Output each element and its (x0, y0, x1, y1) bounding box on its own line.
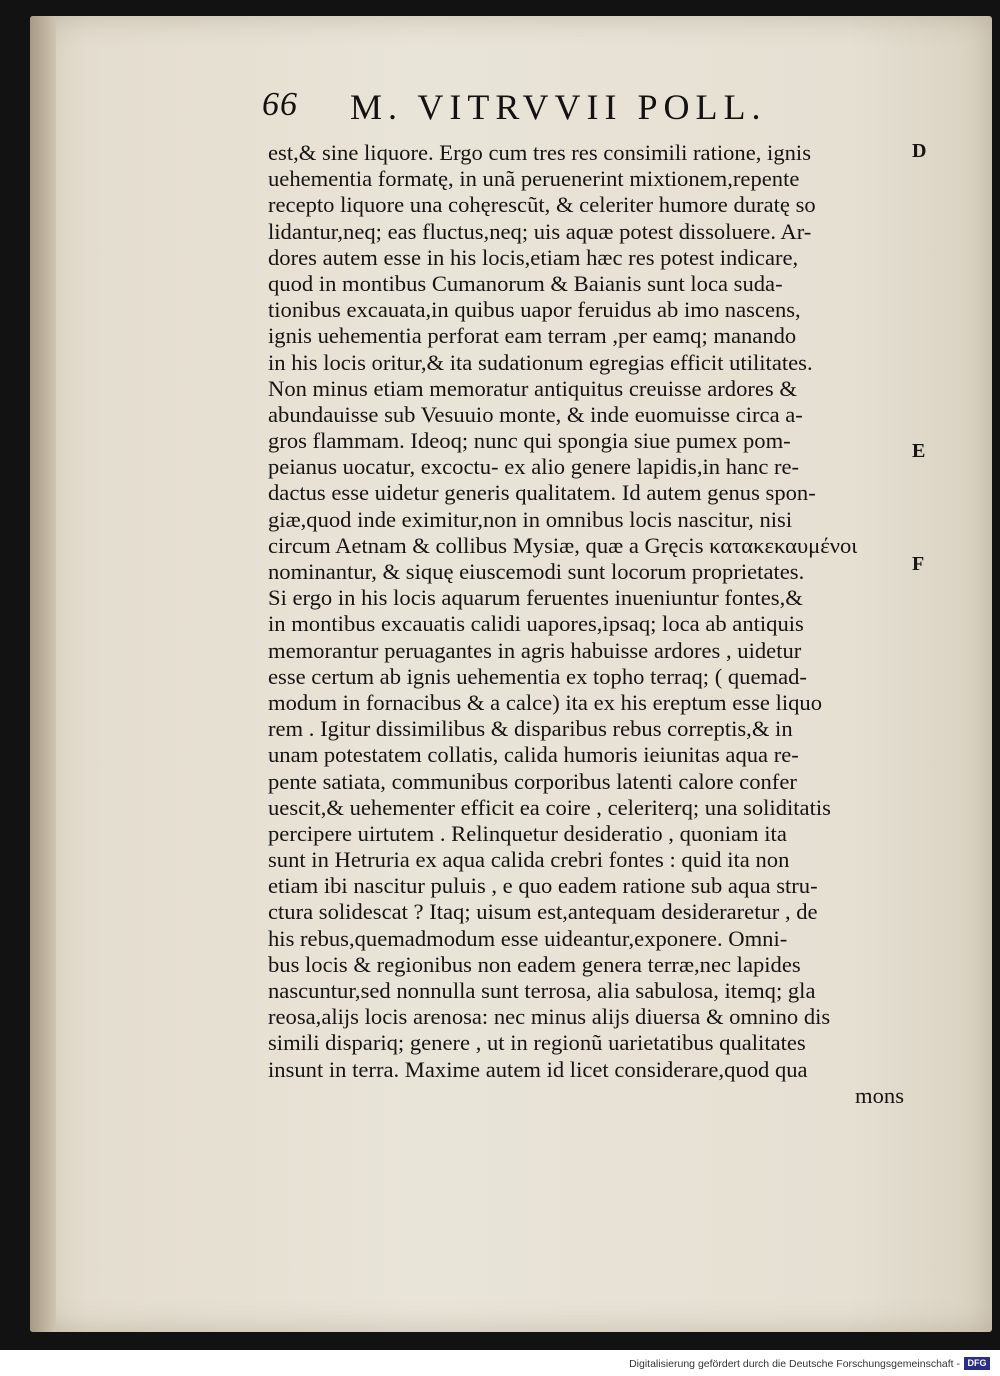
text-line: tionibus excauata,in quibus uapor feruidus ab imo nascens, (268, 297, 801, 323)
text-line: unam potestatem collatis, calida humoris ieiunitas aqua re- (268, 742, 799, 768)
text-line: rem . Igitur dissimilibus & disparibus rebus correptis,& in (268, 716, 793, 742)
text-line: peianus uocatur, excoctu- ex alio genere lapidis,in hanc re- (268, 454, 800, 480)
text-line: in montibus excauatis calidi uapores,ipsaq; loca ab antiquis (268, 611, 804, 637)
page-edge (30, 16, 56, 1332)
text-line: nascuntur,sed nonnulla sunt terrosa, alia sabulosa, itemq; gla (268, 978, 816, 1003)
text-line: in his locis oritur,& ita sudationum egregias efficit utilitates. (268, 349, 813, 375)
text-line: circum Aetnam & collibus Mysiæ, quæ a Gręcis κατακεκαυμένοι (268, 532, 858, 558)
text-line: pente satiata, communibus corporibus latenti calore confer (268, 768, 797, 794)
margin-marker-e: E (912, 440, 926, 462)
text-line: etiam ibi nascitur puluis , e quo eadem ratione sub aqua stru- (268, 873, 818, 899)
text-line: giæ,quod inde eximitur,non in omnibus locis nascitur, nisi (268, 506, 793, 532)
text-line: memorantur peruagantes in agris habuisse ardores , uidetur (268, 637, 802, 663)
margin-marker-d: D (912, 140, 927, 162)
text-line: dores autem esse in his locis,etiam hæc res potest indicare, (268, 244, 799, 270)
text-line: simili dispariq; genere , ut in regionũ uarietatibus qualitates (268, 1030, 806, 1056)
margin-marker-f: F (912, 553, 925, 575)
text-line: uehementia formatę, in unã peruenerint mixtionem,repente (268, 166, 800, 192)
catchword: mons (855, 1082, 904, 1108)
text-line: lidantur,neq; eas fluctus,neq; uis aquæ potest dissoluere. Ar- (268, 218, 812, 244)
text-line: est,& sine liquore. Ergo cum tres res consimili ratione, ignis (268, 140, 811, 165)
text-line: Non minus etiam memoratur antiquitus creuisse ardores & (268, 375, 797, 401)
page-header (262, 86, 842, 134)
text-line: bus locis & regionibus non eadem genera terræ,nec lapides (268, 951, 801, 977)
text-line: uescit,& uehementer efficit ea coire , celeriterq; una soliditatis (268, 794, 831, 820)
text-line: esse certum ab ignis uehementia ex topho terraq; ( quemad- (268, 663, 807, 689)
text-line: percipere uirtutem . Relinquetur desideratio , quoniam ita (268, 820, 787, 846)
text-line: ignis uehementia perforat eam terram ,per eamq; manando (268, 323, 797, 349)
text-line: ctura solidescat ? Itaq; uisum est,antequam desideraretur , de (268, 899, 818, 925)
funding-credit: Digitalisierung gefördert durch die Deutsche Forschungsgemeinschaft - (629, 1358, 960, 1370)
page-number: 66 (262, 86, 298, 123)
text-line: dactus esse uidetur generis qualitatem. Id autem genus spon- (268, 480, 816, 506)
text-line: reosa,alijs locis arenosa: nec minus alijs diuersa & omnino dis (268, 1004, 831, 1030)
text-line: his rebus,quemadmodum esse uideantur,exponere. Omni- (268, 925, 788, 951)
text-line: recepto liquore una cohęrescũt, & celeriter humore duratę so (268, 192, 816, 218)
text-line: gros flammam. Ideoq; nunc qui spongia siue pumex pom- (268, 428, 791, 454)
body-text (268, 140, 908, 1109)
dfg-logo: DFG (964, 1357, 990, 1370)
text-line: Si ergo in his locis aquarum feruentes inueniuntur fontes,& (268, 585, 803, 611)
text-line: modum in fornacibus & a calce) ita ex his ereptum esse liquo (268, 689, 823, 715)
running-title: M. VITRVVII POLL. (350, 87, 767, 127)
text-line: sunt in Hetruria ex aqua calida crebri fontes : quid ita non (268, 847, 790, 873)
text-line: abundauisse sub Vesuuio monte, & inde euomuisse circa a- (268, 401, 803, 427)
text-line: insunt in terra. Maxime autem id licet considerare,quod qua (268, 1056, 808, 1082)
text-line: nominantur, & siquę eiuscemodi sunt locorum proprietates. (268, 559, 805, 584)
text-line: quod in montibus Cumanorum & Baianis sunt loca suda- (268, 270, 783, 296)
